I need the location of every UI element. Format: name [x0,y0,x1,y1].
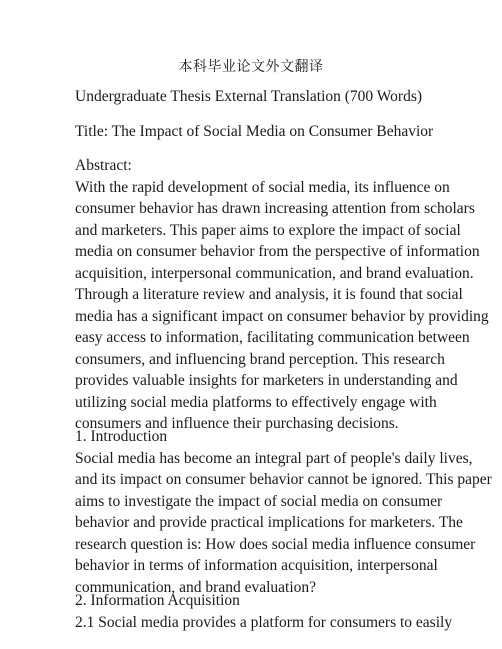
section-heading: 2. Information Acquisition [75,592,240,609]
information-acquisition-section [75,590,452,633]
abstract-line: consumer behavior has drawn increasing attention from scholars [75,200,475,217]
abstract-line: easy access to information, facilitating communication between [75,329,470,346]
paper-title [75,121,433,143]
abstract-line: acquisition, interpersonal communication, and brand evaluation. [75,264,474,282]
chinese-title: 本科毕业论文外文翻译 [178,59,324,75]
subtitle-line: Undergraduate Thesis External Translation (700 Words) [75,88,423,105]
introduction-line: aims to investigate the impact of social media on consumer [75,492,443,510]
abstract-line: consumers, and influencing brand perception. This research [75,350,445,368]
title-line: Title: The Impact of Social Media on Consumer Behavior [75,123,434,140]
abstract-line: Through a literature review and analysis, it is found that social [75,286,463,303]
introduction-line: behavior and provide practical implications for marketers. The [75,514,463,531]
abstract-line: consumers and influence their purchasing decisions. [75,415,399,432]
introduction-line: research question is: How does social media influence consumer [75,535,476,553]
document-subtitle [75,86,422,108]
abstract-line: media has a significant impact on consumer behavior by providing [75,307,489,325]
abstract-line: media on consumer behavior from the perspective of information [75,243,480,260]
abstract-line: and marketers. This paper aims to explore the impact of social [75,221,461,239]
abstract-heading: Abstract: [75,157,132,174]
introduction-line: communication, and brand evaluation? [75,578,317,596]
introduction-line: Social media has become an integral part of people's daily lives, [75,449,473,467]
introduction-line: behavior in terms of information acquisition, interpersonal [75,557,438,574]
abstract-line: provides valuable insights for marketers in understanding and [75,372,458,389]
introduction-heading: 1. Introduction [75,428,168,445]
abstract-line: utilizing social media platforms to effectively engage with [75,393,437,411]
introduction-section [75,426,492,598]
section-line: 2.1 Social media provides a platform for consumers to easily [75,613,453,631]
abstract-section [75,155,489,435]
abstract-line: With the rapid development of social media, its influence on [75,178,450,196]
introduction-line: and its impact on consumer behavior cannot be ignored. This paper [75,471,492,488]
